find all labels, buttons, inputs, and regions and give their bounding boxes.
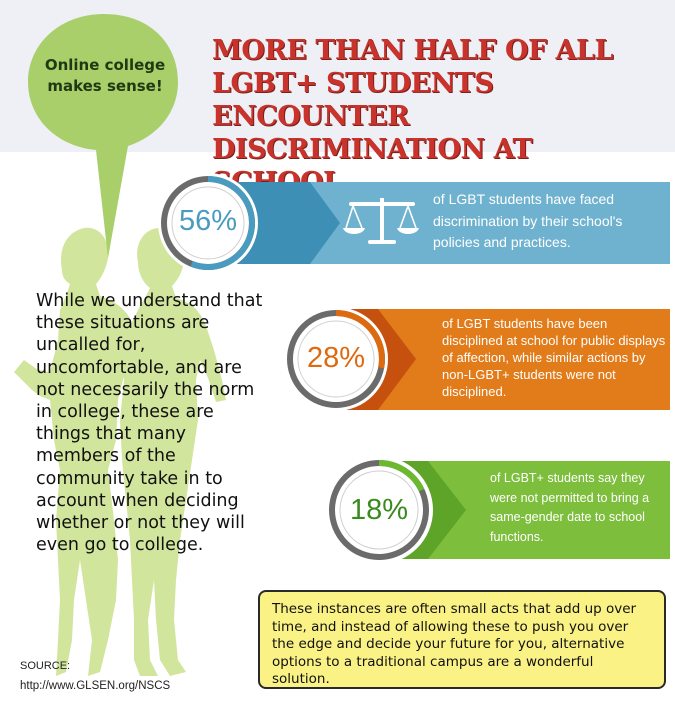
stat-percent-2: 28% xyxy=(306,342,366,374)
stat-text-3: of LGBT+ students say they were not permitted to bring a same-gender date to school functions. xyxy=(490,471,650,544)
callout-box: These instances are often small acts that add up over time, and instead of allowing these to push you over the edge and decide your future for you, alternative options to a traditional campus are a wonderful solution. xyxy=(258,590,666,689)
bubble-line-2: makes sense! xyxy=(47,77,163,95)
title-line-1: MORE THAN HALF OF ALL xyxy=(212,35,613,66)
title-line-2: LGBT+ STUDENTS ENCOUNTER xyxy=(212,68,494,132)
source-url[interactable]: http://www.GLSEN.org/NSCS xyxy=(20,680,171,692)
stat-text-2: of LGBT students have been disciplined at school for public displays of affection, while similar actions by non-LGBT+ students were not disciplined. xyxy=(442,316,666,399)
bubble-line-1: Online college xyxy=(44,56,166,74)
stat-text-1: of LGBT students have faced discrimination by their school's policies and practices. xyxy=(433,191,623,250)
title-line-3: DISCRIMINATION AT xyxy=(212,134,533,165)
bubble-text xyxy=(30,55,180,97)
stat-percent-1: 56% xyxy=(178,205,238,237)
source-label: SOURCE: xyxy=(20,660,71,672)
stat-percent-3: 18% xyxy=(349,494,409,526)
body-text: While we understand that these situations are uncalled for, uncomfortable, and are not necessarily the norm in college, these are things that many members of the community take in to account when deciding whether or not they will even go to college. xyxy=(36,291,263,556)
